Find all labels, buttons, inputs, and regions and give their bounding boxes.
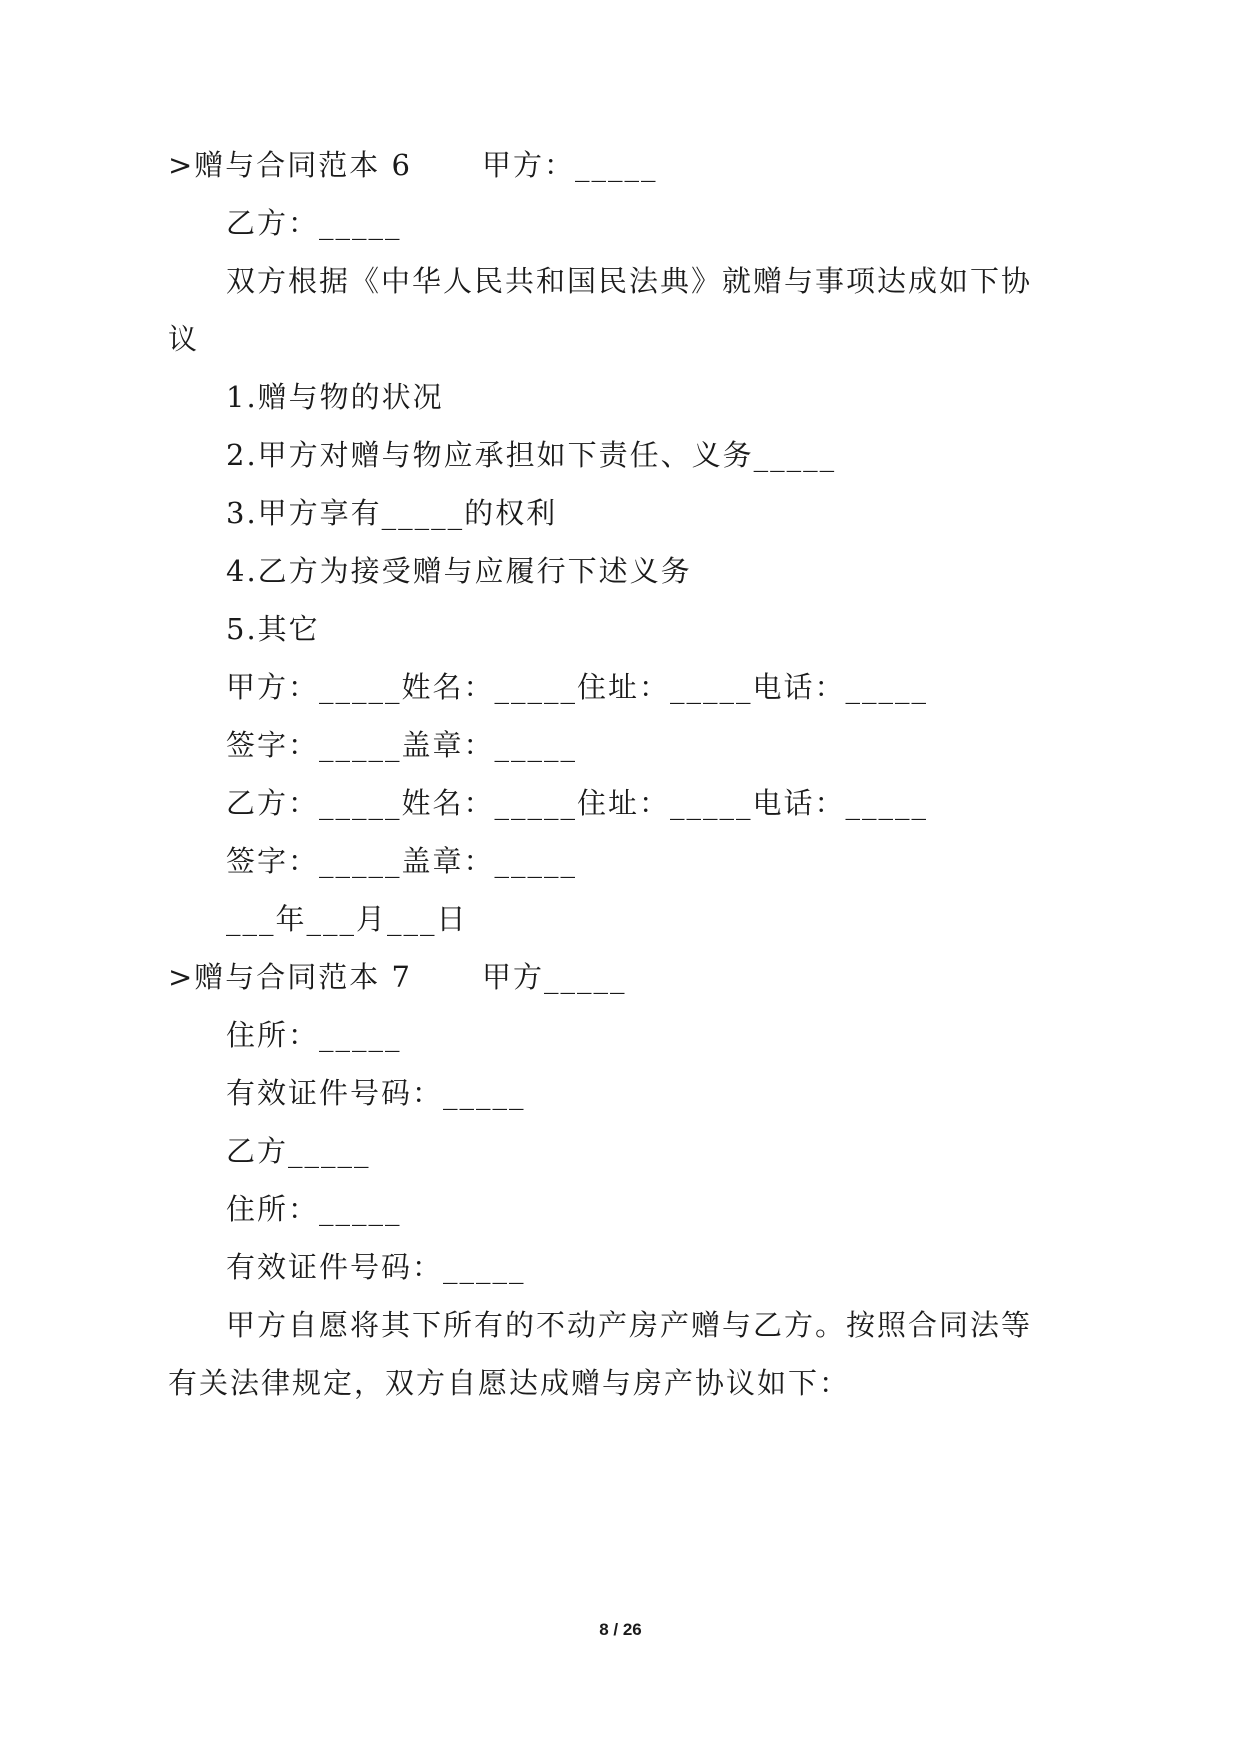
page-number: 8 / 26 — [599, 1620, 642, 1639]
section-6-party-b-info: 乙方：_____姓名：_____住址：_____电话：_____ — [226, 786, 929, 820]
section-6-date: ___年___月___日 — [226, 902, 468, 936]
section-7-party-a: 甲方_____ — [481, 960, 627, 994]
section-6-party-a: 甲方：_____ — [481, 148, 658, 182]
section-6-party-b-signature: 签字：_____盖章：_____ — [226, 844, 578, 878]
section-7-body-line-2: 有关法律规定，双方自愿达成赠与房产协议如下： — [168, 1366, 851, 1400]
section-7-party-b-id: 有效证件号码：_____ — [226, 1250, 526, 1284]
section-7-party-a-address: 住所：_____ — [226, 1018, 402, 1052]
section-6-title: >赠与合同范本 6 — [168, 148, 412, 182]
section-7-party-b-address: 住所：_____ — [226, 1192, 402, 1226]
section-6-item-5: 5.其它 — [226, 612, 320, 646]
section-7-title: >赠与合同范本 7 — [168, 960, 412, 994]
section-6-item-1: 1.赠与物的状况 — [226, 380, 444, 414]
section-7-party-b: 乙方_____ — [226, 1134, 371, 1168]
section-6-item-4: 4.乙方为接受赠与应履行下述义务 — [226, 554, 692, 588]
section-6-heading — [168, 146, 657, 184]
section-6-party-a-signature: 签字：_____盖章：_____ — [226, 728, 578, 762]
section-6-party-b: 乙方：_____ — [226, 206, 402, 240]
section-6-item-2: 2.甲方对赠与物应承担如下责任、义务_____ — [226, 438, 837, 472]
section-6-intro-line-1: 双方根据《中华人民共和国民法典》就赠与事项达成如下协 — [226, 264, 1033, 298]
section-7-body-line-1: 甲方自愿将其下所有的不动产房产赠与乙方。按照合同法等 — [226, 1308, 1033, 1342]
section-6-intro-line-2: 议 — [168, 322, 200, 356]
section-6-party-a-info: 甲方：_____姓名：_____住址：_____电话：_____ — [226, 670, 929, 704]
section-6-item-3: 3.甲方享有_____的权利 — [226, 496, 558, 530]
section-7-party-a-id: 有效证件号码：_____ — [226, 1076, 526, 1110]
section-7-heading — [168, 958, 626, 996]
